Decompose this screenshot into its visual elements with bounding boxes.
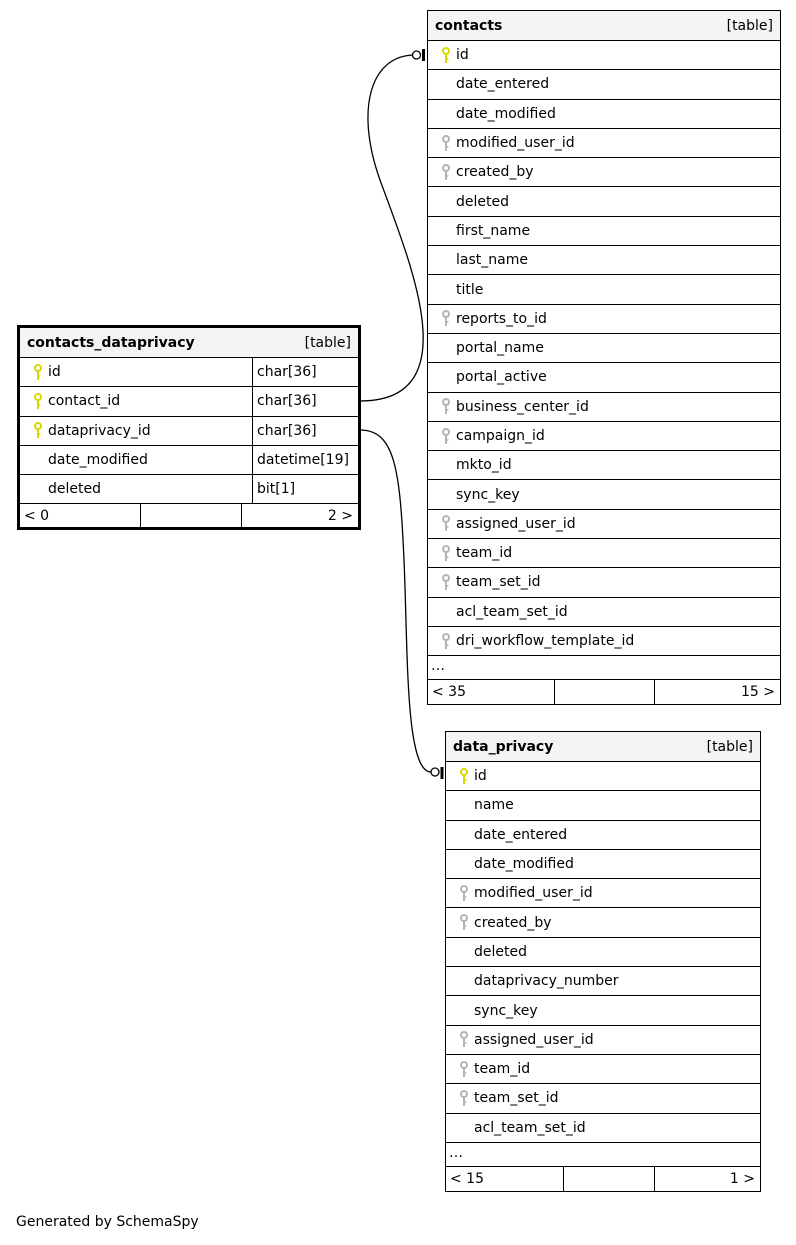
column-name-cell: [428, 363, 780, 391]
column-name: date_modified: [474, 856, 574, 873]
foreign-key-icon: [436, 163, 456, 181]
table-name[interactable]: data_privacy: [453, 738, 554, 755]
column-list: [428, 41, 780, 656]
more-columns[interactable]: …: [446, 1143, 760, 1167]
column-list: [20, 358, 358, 504]
column-name-cell: [446, 1114, 760, 1142]
column-name: team_set_id: [474, 1090, 559, 1107]
column-name: modified_user_id: [456, 135, 575, 152]
column-row[interactable]: [428, 568, 780, 597]
primary-key-icon: [436, 46, 456, 64]
column-name-cell: [428, 422, 780, 450]
column-row[interactable]: [428, 422, 780, 451]
column-name: created_by: [456, 164, 534, 181]
column-row[interactable]: [20, 417, 358, 446]
relationship-contact-id-to-contacts[interactable]: [360, 55, 423, 401]
column-row[interactable]: [20, 387, 358, 416]
column-name: contact_id: [48, 393, 121, 410]
column-name: deleted: [48, 481, 101, 498]
column-row[interactable]: [446, 1026, 760, 1055]
row-count: [555, 680, 655, 704]
column-name-cell: [428, 158, 780, 186]
table-data-privacy[interactable]: [445, 731, 761, 1192]
column-name-cell: [428, 187, 780, 215]
column-name-cell: [428, 451, 780, 479]
column-name: created_by: [474, 914, 552, 931]
table-footer: [446, 1167, 760, 1191]
column-name-cell: [428, 70, 780, 98]
column-row[interactable]: [428, 539, 780, 568]
column-name-cell: [446, 1084, 760, 1112]
column-name-cell: [428, 246, 780, 274]
column-name-cell: [446, 967, 760, 995]
primary-key-icon: [28, 392, 48, 410]
column-name-cell: [446, 762, 760, 790]
column-row[interactable]: [428, 217, 780, 246]
relationship-dataprivacy-id-to-data-privacy[interactable]: [360, 430, 431, 772]
foreign-key-icon: [454, 1060, 474, 1078]
column-row[interactable]: [446, 879, 760, 908]
column-type: char[36]: [252, 358, 358, 386]
row-count: [141, 504, 242, 527]
column-name: acl_team_set_id: [474, 1119, 586, 1136]
table-header: [428, 11, 780, 41]
column-name: id: [474, 768, 487, 785]
column-name-cell: [428, 334, 780, 362]
column-row[interactable]: [428, 187, 780, 216]
table-kind: [table]: [304, 334, 351, 351]
column-name: portal_active: [456, 369, 547, 386]
column-row[interactable]: [446, 908, 760, 937]
column-row[interactable]: [428, 363, 780, 392]
primary-key-icon: [28, 422, 48, 440]
column-name-cell: [446, 996, 760, 1024]
credit-text: Generated by SchemaSpy: [16, 1214, 199, 1230]
foreign-key-icon: [436, 573, 456, 591]
column-name: deleted: [474, 943, 527, 960]
column-type: bit[1]: [252, 475, 358, 503]
column-row[interactable]: [446, 762, 760, 791]
column-name-cell: [428, 100, 780, 128]
column-name: dri_workflow_template_id: [456, 633, 635, 650]
column-row[interactable]: [428, 275, 780, 304]
column-name-cell: [428, 598, 780, 626]
column-name-cell: [428, 305, 780, 333]
table-contacts[interactable]: [427, 10, 781, 705]
column-name-cell: [428, 627, 780, 655]
column-name-cell: [428, 393, 780, 421]
column-name-cell: [20, 417, 252, 445]
column-row[interactable]: [446, 850, 760, 879]
column-name-cell: [446, 879, 760, 907]
column-name-cell: [428, 568, 780, 596]
column-name: campaign_id: [456, 428, 545, 444]
column-name: modified_user_id: [474, 885, 593, 902]
foreign-key-icon: [436, 427, 456, 445]
table-footer: [428, 680, 780, 704]
column-row[interactable]: [446, 967, 760, 996]
table-contacts-dataprivacy[interactable]: [17, 325, 361, 530]
optional-marker-data-privacy: [431, 768, 439, 776]
column-type: datetime[19]: [252, 446, 358, 474]
column-name: mkto_id: [456, 457, 512, 474]
column-name-cell: [446, 850, 760, 878]
column-row[interactable]: [428, 129, 780, 158]
column-name-cell: [446, 821, 760, 849]
table-header: [20, 328, 358, 358]
column-name-cell: [20, 387, 252, 415]
column-name: dataprivacy_number: [474, 973, 619, 990]
table-name[interactable]: contacts_dataprivacy: [27, 334, 195, 351]
column-type: char[36]: [252, 417, 358, 445]
column-row[interactable]: [428, 393, 780, 422]
column-row[interactable]: [20, 446, 358, 475]
column-name-cell: [428, 217, 780, 245]
table-name[interactable]: contacts: [435, 17, 503, 34]
column-name-cell: [20, 446, 252, 474]
table-kind: [table]: [706, 738, 753, 755]
column-name-cell: [20, 358, 252, 386]
foreign-key-icon: [436, 515, 456, 533]
column-name-cell: [428, 480, 780, 508]
column-name: portal_name: [456, 340, 544, 357]
column-name-cell: [446, 791, 760, 819]
column-row[interactable]: [428, 451, 780, 480]
column-name: dataprivacy_id: [48, 422, 151, 439]
parents-count[interactable]: < 35: [428, 680, 555, 704]
primary-key-icon: [28, 363, 48, 381]
column-name: date_modified: [48, 452, 148, 469]
column-name: acl_team_set_id: [456, 603, 568, 620]
column-row[interactable]: [446, 996, 760, 1025]
column-name-cell: [428, 41, 780, 69]
table-header: [446, 732, 760, 762]
column-name-cell: [446, 1055, 760, 1083]
row-count: [564, 1167, 655, 1191]
column-name: team_id: [474, 1061, 531, 1078]
column-name: date_entered: [456, 76, 550, 93]
column-list: [446, 762, 760, 1143]
column-name-cell: [446, 908, 760, 936]
column-row[interactable]: [428, 41, 780, 70]
column-name: business_center_id: [456, 398, 589, 415]
column-row[interactable]: [428, 627, 780, 656]
column-name: reports_to_id: [456, 310, 547, 327]
column-name: sync_key: [456, 486, 520, 503]
table-footer: [20, 504, 358, 527]
column-name-cell: [428, 129, 780, 157]
foreign-key-icon: [454, 914, 474, 932]
column-name: deleted: [456, 193, 509, 210]
column-name: last_name: [456, 252, 528, 269]
children-count[interactable]: 15 >: [741, 684, 775, 701]
foreign-key-icon: [436, 632, 456, 650]
column-name: sync_key: [474, 1002, 538, 1019]
column-row[interactable]: [446, 1114, 760, 1143]
more-columns[interactable]: …: [428, 656, 780, 680]
column-name: assigned_user_id: [456, 515, 576, 532]
foreign-key-icon: [436, 134, 456, 152]
column-row[interactable]: [446, 1084, 760, 1113]
column-name: assigned_user_id: [474, 1031, 594, 1048]
column-row[interactable]: [428, 510, 780, 539]
foreign-key-icon: [454, 1089, 474, 1107]
optional-marker-contacts: [413, 51, 421, 59]
column-name: date_modified: [456, 105, 556, 122]
column-type: char[36]: [252, 387, 358, 415]
table-kind: [table]: [726, 17, 773, 34]
parents-count[interactable]: < 15: [446, 1167, 564, 1191]
column-row[interactable]: [428, 334, 780, 363]
foreign-key-icon: [454, 884, 474, 902]
column-row[interactable]: [446, 938, 760, 967]
foreign-key-icon: [454, 1031, 474, 1049]
foreign-key-icon: [436, 398, 456, 416]
primary-key-icon: [454, 767, 474, 785]
column-row[interactable]: [446, 821, 760, 850]
parents-count[interactable]: < 0: [20, 504, 141, 527]
column-row[interactable]: [428, 100, 780, 129]
column-name-cell: [428, 539, 780, 567]
column-name: name: [474, 797, 514, 814]
column-row[interactable]: [428, 158, 780, 187]
column-row[interactable]: [20, 475, 358, 504]
column-name: title: [456, 281, 484, 298]
column-name-cell: [20, 475, 252, 503]
children-count[interactable]: 2 >: [327, 507, 353, 524]
column-name-cell: [446, 938, 760, 966]
column-row[interactable]: [446, 1055, 760, 1084]
column-row[interactable]: [428, 480, 780, 509]
column-row[interactable]: [428, 598, 780, 627]
column-name: team_set_id: [456, 574, 541, 591]
column-name-cell: [428, 275, 780, 303]
column-name-cell: [428, 510, 780, 538]
foreign-key-icon: [436, 310, 456, 328]
column-row[interactable]: [428, 305, 780, 334]
column-name-cell: [446, 1026, 760, 1054]
column-name: team_id: [456, 545, 513, 562]
column-row[interactable]: [20, 358, 358, 387]
column-name: id: [456, 47, 469, 64]
column-name: first_name: [456, 222, 531, 239]
children-count[interactable]: 1 >: [729, 1170, 755, 1187]
column-row[interactable]: [428, 70, 780, 99]
column-row[interactable]: [428, 246, 780, 275]
column-name: id: [48, 364, 61, 381]
column-row[interactable]: [446, 791, 760, 820]
foreign-key-icon: [436, 544, 456, 562]
column-name: date_entered: [474, 826, 568, 843]
